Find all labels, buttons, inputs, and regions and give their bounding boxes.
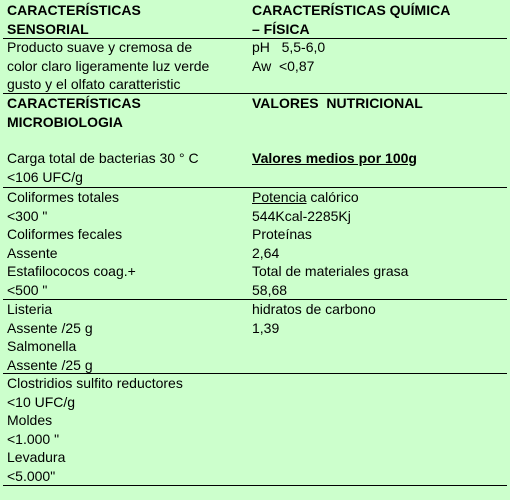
quimica-header-line: – FÍSICA bbox=[252, 20, 310, 37]
kcal-value: 544Kcal-2285Kj bbox=[252, 207, 351, 224]
micro-line: Coliformes totales bbox=[7, 189, 120, 205]
sensorial-header-line: SENSORIAL bbox=[7, 20, 89, 37]
bacterias-label: Carga total de bacterias 30 ° C bbox=[7, 150, 199, 166]
sensorial-header bbox=[7, 1, 141, 38]
row-divider bbox=[3, 485, 507, 486]
nutri-values-2 bbox=[252, 300, 376, 337]
quimica-header-line: CARACTERÍSTICAS QUÍMICA bbox=[252, 2, 451, 18]
sensorial-line: Producto suave y cremosa de bbox=[7, 39, 193, 55]
micro-line: Assente /25 g bbox=[7, 356, 93, 373]
micro-line: Assente /25 g bbox=[7, 319, 93, 336]
sensorial-line: color claro ligeramente luz verde bbox=[7, 57, 210, 74]
hidratos-value: 1,39 bbox=[252, 319, 280, 336]
micro-line: <1.000 " bbox=[7, 430, 60, 447]
nutri-section bbox=[252, 94, 423, 168]
potencia-rest: calórico bbox=[306, 189, 359, 205]
micro-line: Estafilococos coag.+ bbox=[7, 263, 136, 279]
potencia-label: Potencia bbox=[252, 189, 307, 205]
micro-header-line: MICROBIOLOGIA bbox=[7, 113, 123, 130]
coliformes-section bbox=[7, 188, 136, 299]
micro-line: <500 " bbox=[7, 281, 48, 298]
micro-line: Coliformes fecales bbox=[7, 226, 123, 242]
proteinas-value: 2,64 bbox=[252, 244, 280, 261]
micro-line: <10 UFC/g bbox=[7, 393, 76, 410]
quimica-values bbox=[252, 38, 325, 75]
micro-line: Moldes bbox=[7, 412, 53, 428]
hidratos-label: hidratos de carbono bbox=[252, 301, 376, 317]
ph-value: pH 5,5-6,0 bbox=[252, 39, 326, 55]
sensorial-description bbox=[7, 38, 209, 94]
nutri-values-1 bbox=[252, 188, 408, 299]
micro-line: Listeria bbox=[7, 301, 53, 317]
medios-title: Valores medios por 100g bbox=[252, 150, 417, 166]
micro-line: Levadura bbox=[7, 449, 66, 465]
potencia-line bbox=[252, 188, 408, 207]
quimica-header bbox=[252, 1, 450, 38]
micro-line: Salmonella bbox=[7, 338, 77, 354]
proteinas-label: Proteínas bbox=[252, 226, 312, 242]
listeria-section bbox=[7, 300, 93, 374]
grasa-label: Total de materiales grasa bbox=[252, 263, 409, 279]
nutri-header: VALORES NUTRICIONAL bbox=[252, 95, 423, 111]
grasa-value: 58,68 bbox=[252, 281, 288, 298]
micro-line: <300 " bbox=[7, 207, 48, 224]
aw-value: Aw <0,87 bbox=[252, 57, 315, 74]
bacterias-value: <106 UFC/g bbox=[7, 168, 83, 185]
micro-section bbox=[7, 94, 199, 186]
clostridios-section bbox=[7, 374, 183, 485]
micro-line: <5.000" bbox=[7, 467, 56, 484]
sensorial-line: gusto y el olfato caratteristic bbox=[7, 76, 181, 92]
micro-line: Assente bbox=[7, 244, 58, 261]
micro-header-line: CARACTERÍSTICAS bbox=[7, 95, 141, 111]
micro-line: Clostridios sulfito reductores bbox=[7, 375, 183, 391]
sensorial-header-line: CARACTERÍSTICAS bbox=[7, 2, 141, 18]
